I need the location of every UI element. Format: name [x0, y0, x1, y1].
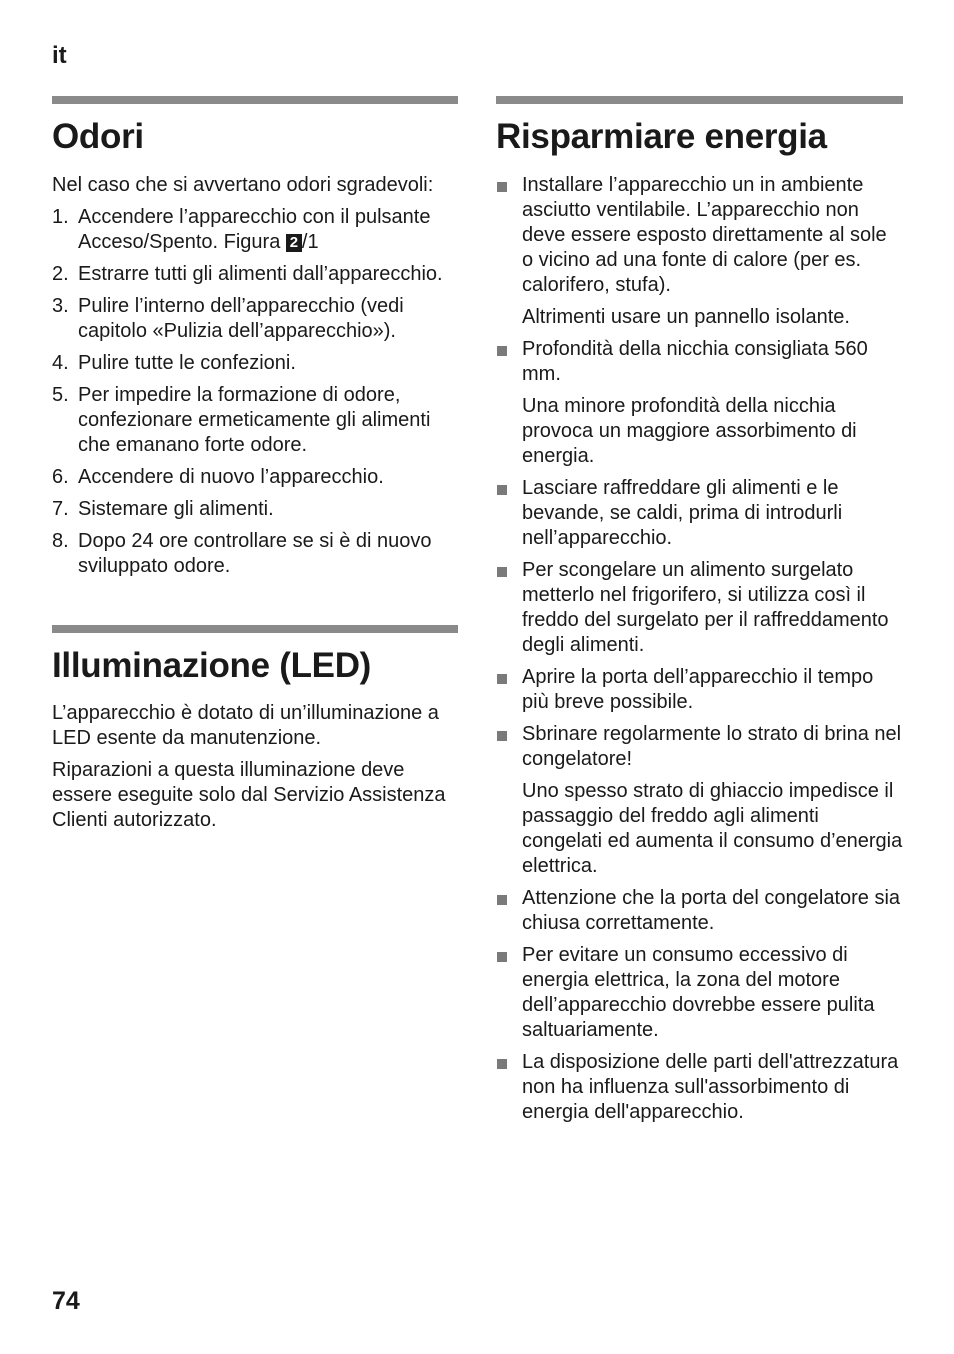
list-item [496, 337, 903, 469]
step-text: Accendere l’apparecchio con il pulsante Acceso/Spento. Figura [78, 205, 431, 253]
step-number: 8. [52, 529, 69, 552]
list-item [496, 558, 903, 658]
square-bullet-icon [497, 1059, 507, 1069]
list-item [496, 173, 903, 330]
list-item [52, 465, 458, 490]
language-label: it [52, 42, 67, 69]
square-bullet-icon [497, 895, 507, 905]
illuminazione-paragraph-2: Riparazioni a questa illuminazione deve essere eseguite solo dal Servizio Assistenza Clienti autorizzato. [52, 759, 446, 831]
item-note: Uno spesso strato di ghiaccio impedisce il passaggio del freddo agli alimenti congelati ed aumenta il consumo d’energia elettrica. [522, 779, 903, 877]
item-text: La disposizione delle parti dell'attrezzatura non ha influenza sull'assorbimento di energia dell'apparecchio. [522, 1050, 899, 1123]
odori-heading: Odori [52, 117, 144, 156]
step-text: Sistemare gli alimenti. [78, 497, 274, 520]
page-number: 74 [52, 1287, 80, 1315]
list-item [52, 262, 458, 287]
square-bullet-icon [497, 731, 507, 741]
section-rule [496, 96, 903, 104]
item-text: Aprire la porta dell’apparecchio il tempo più breve possibile. [522, 665, 874, 713]
step-text: Pulire l’interno dell’apparecchio (vedi capitolo «Pulizia dell’apparecchio»). [78, 294, 404, 342]
list-item [52, 529, 458, 579]
item-text: Attenzione che la porta del congelatore sia chiusa correttamente. [522, 886, 901, 934]
square-bullet-icon [497, 567, 507, 577]
step-text-suffix: /1 [301, 230, 319, 253]
illuminazione-heading: Illuminazione (LED) [52, 645, 372, 685]
square-bullet-icon [497, 674, 507, 684]
step-number: 7. [52, 497, 69, 520]
step-text: Estrarre tutti gli alimenti dall’apparecchio. [78, 262, 443, 285]
list-item [496, 886, 903, 936]
left-column [52, 96, 458, 840]
item-note: Una minore profondità della nicchia provoca un maggiore assorbimento di energia. [522, 394, 857, 467]
list-item [52, 294, 458, 344]
item-text: Per evitare un consumo eccessivo di energia elettrica, la zona del motore dell’apparecchio dovrebbe essere pulita saltuariamente. [522, 943, 875, 1041]
square-bullet-icon [497, 182, 507, 192]
illuminazione-paragraph-1: L’apparecchio è dotato di un’illuminazione a LED esente da manutenzione. [52, 702, 439, 749]
section-rule [52, 96, 458, 104]
item-text: Installare l’apparecchio un in ambiente asciutto ventilabile. L’apparecchio non deve essere esposto direttamente al sole o vicino ad una fonte di calore (per es. calorifero, stufa). [522, 173, 887, 296]
step-number: 1. [52, 205, 69, 228]
item-note: Altrimenti usare un pannello isolante. [522, 305, 850, 328]
list-item [52, 205, 458, 255]
odori-steps-list [52, 205, 458, 579]
risparmiare-heading: Risparmiare energia [496, 117, 827, 156]
square-bullet-icon [497, 485, 507, 495]
step-number: 2. [52, 262, 69, 285]
list-item [496, 1050, 903, 1125]
step-text: Pulire tutte le confezioni. [78, 351, 296, 374]
list-item [496, 722, 903, 879]
item-text: Lasciare raffreddare gli alimenti e le bevande, se caldi, prima di introdurli nell’apparecchio. [522, 476, 843, 549]
step-number: 5. [52, 383, 69, 406]
list-item [52, 351, 458, 376]
item-text: Profondità della nicchia consigliata 560 mm. [522, 337, 868, 385]
step-number: 3. [52, 294, 69, 317]
section-rule [52, 625, 458, 633]
list-item [52, 383, 458, 458]
right-column [496, 96, 903, 1132]
risparmiare-list [496, 173, 903, 1125]
illuminazione-section [52, 625, 458, 834]
item-text: Per scongelare un alimento surgelato metterlo nel frigorifero, si utilizza così il freddo del surgelato per il raffreddamento degli alimenti. [522, 558, 889, 656]
step-number: 4. [52, 351, 69, 374]
list-item [496, 476, 903, 551]
step-number: 6. [52, 465, 69, 488]
odori-intro: Nel caso che si avvertano odori sgradevoli: [52, 173, 434, 196]
step-text: Per impedire la formazione di odore, confezionare ermeticamente gli alimenti che emanano forte odore. [78, 383, 431, 456]
figure-ref-badge: 2 [286, 234, 302, 252]
step-text: Dopo 24 ore controllare se si è di nuovo sviluppato odore. [78, 529, 432, 577]
list-item [496, 665, 903, 715]
square-bullet-icon [497, 952, 507, 962]
item-text: Sbrinare regolarmente lo strato di brina nel congelatore! [522, 722, 902, 770]
square-bullet-icon [497, 346, 507, 356]
list-item [496, 943, 903, 1043]
step-text: Accendere di nuovo l’apparecchio. [78, 465, 384, 488]
list-item [52, 497, 458, 522]
